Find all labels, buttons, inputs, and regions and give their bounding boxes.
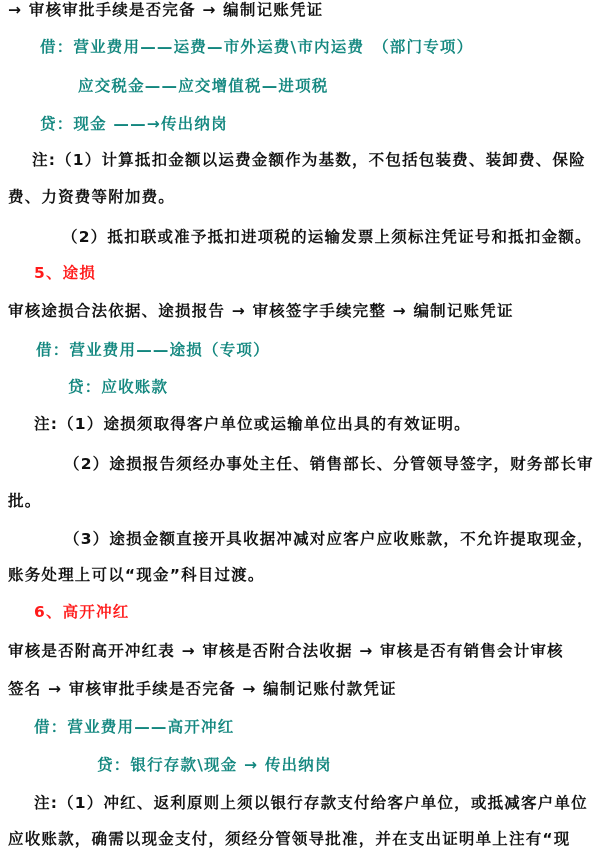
note-paragraph: 批。 — [8, 492, 42, 510]
note-paragraph: 应收账款，确需以现金支付，须经分管领导批准，并在支出证明单上注有“现 — [8, 830, 571, 848]
debit-entry-tax: 应交税金——应交增值税—进项税 — [78, 77, 329, 95]
debit-entry: 借：营业费用——运费—市外运费\市内运费 （部门专项） — [40, 38, 474, 56]
section-heading: 6、高开冲红 — [34, 603, 130, 621]
debit-entry: 借：营业费用——途损（专项） — [36, 341, 270, 359]
note-paragraph: （2）抵扣联或准予抵扣进项税的运输发票上须标注凭证号和抵扣金额。 — [62, 228, 592, 246]
credit-entry: 贷：现金 ——→传出纳岗 — [40, 115, 228, 133]
process-flow-line: 签名 → 审核审批手续是否完备 → 编制记账付款凭证 — [8, 680, 397, 698]
process-flow-line: 审核是否附高开冲红表 → 审核是否附合法收据 → 审核是否有销售会计审核 — [8, 642, 564, 660]
note-paragraph: 账务处理上可以“现金”科目过渡。 — [8, 566, 265, 584]
note-paragraph: （2）途损报告须经办事处主任、销售部长、分管领导签字，财务部长审 — [64, 455, 594, 473]
note-paragraph: 费、力资费等附加费。 — [8, 188, 176, 206]
process-flow-line: → 审核审批手续是否完备 → 编制记账凭证 — [8, 1, 324, 19]
note-paragraph: 注:（1）途损须取得客户单位或运输单位出具的有效证明。 — [34, 415, 471, 433]
debit-entry: 借：营业费用——高开冲红 — [34, 718, 235, 736]
process-flow-line: 审核途损合法依据、途损报告 → 审核签字手续完整 → 编制记账凭证 — [8, 302, 514, 320]
note-paragraph: 注:（1）冲红、返利原则上须以银行存款支付给客户单位，或抵减客户单位 — [34, 794, 588, 812]
note-paragraph: （3）途损金额直接开具收据冲减对应客户应收账款，不允许提取现金， — [64, 530, 594, 548]
section-heading: 5、途损 — [34, 264, 97, 282]
credit-entry: 贷：银行存款\现金 → 传出纳岗 — [97, 756, 332, 774]
note-paragraph: 注:（1）计算抵扣金额以运费金额作为基数，不包括包装费、装卸费、保险 — [32, 151, 586, 169]
credit-entry: 贷：应收账款 — [68, 378, 169, 396]
